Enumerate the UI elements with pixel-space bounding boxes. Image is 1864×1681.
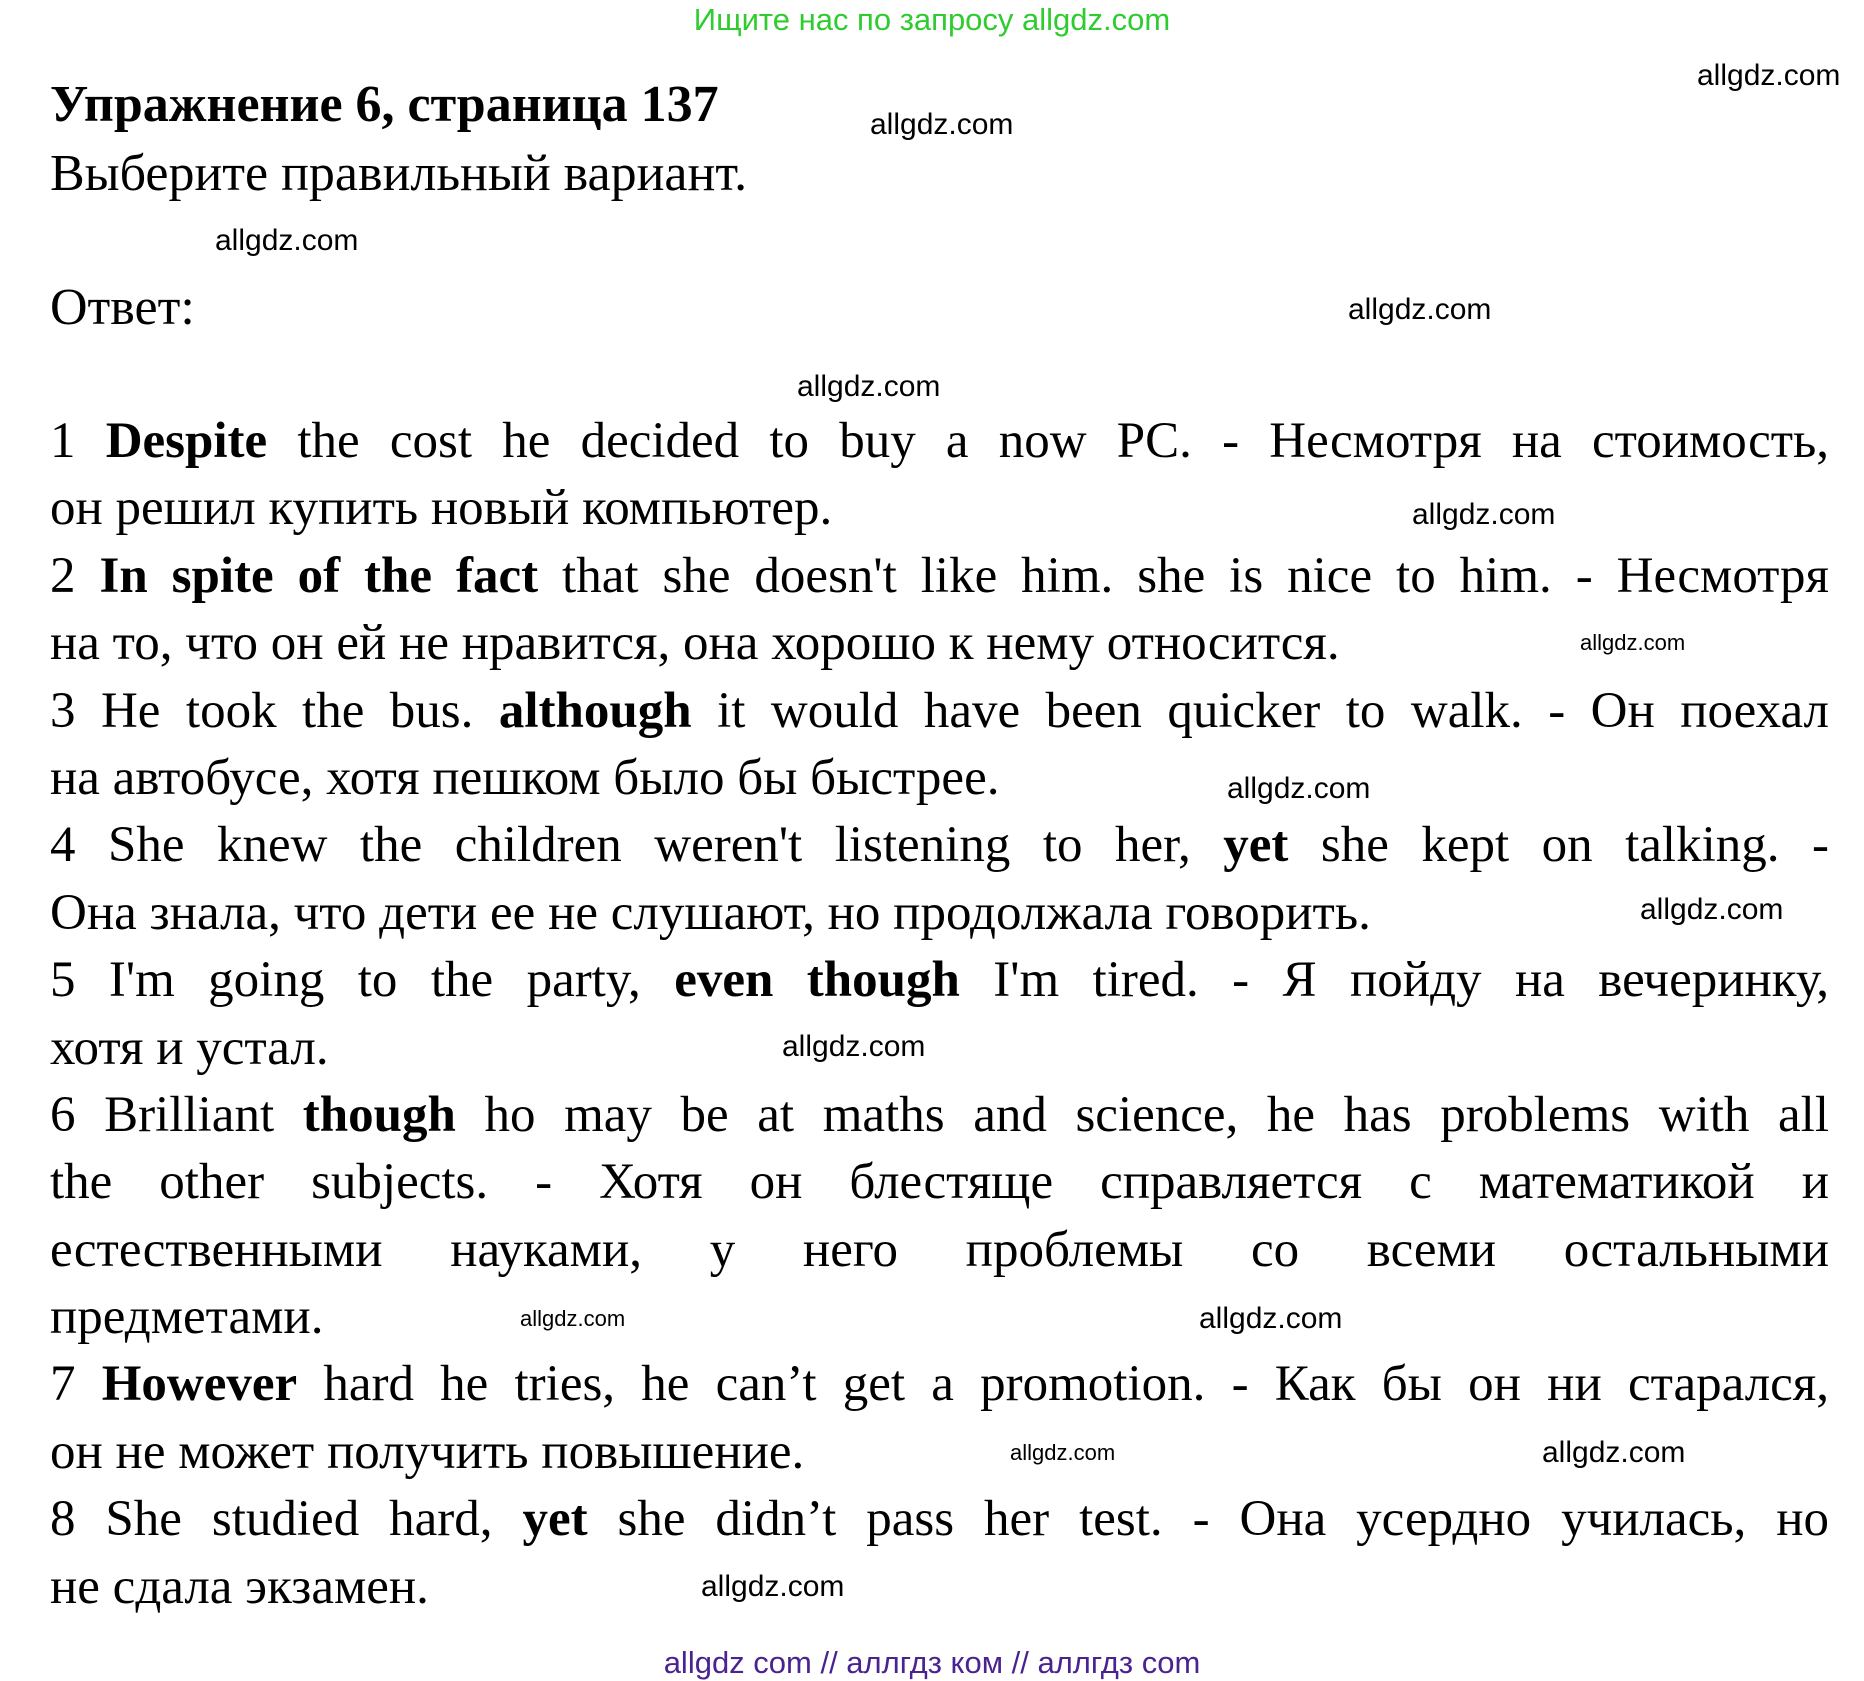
answer-text: she didn’t pass her test. - Она усердно училась, но: [587, 1491, 1829, 1548]
watermark: allgdz.com: [1580, 630, 1686, 655]
answer-text: он не может получить повышение.: [50, 1423, 805, 1480]
answer-text: он решил купить новый компьютер.: [50, 480, 833, 537]
answer-label: Ответ:: [50, 279, 195, 336]
answer-item: [50, 1486, 1829, 1621]
answer-text: the other subjects. - Хотя он блестяще справляется с математикой и: [50, 1154, 1829, 1211]
watermark: allgdz.com: [1697, 59, 1841, 92]
watermark: allgdz.com: [1199, 1302, 1343, 1335]
answer-text: Она знала, что дети ее не слушают, но продолжала говорить.: [50, 884, 1371, 941]
answer-text: 8 She studied hard,: [50, 1491, 523, 1548]
watermark: allgdz.com: [1412, 498, 1556, 531]
watermark: allgdz.com: [1542, 1436, 1686, 1469]
answer-text: не сдала экзамен.: [50, 1558, 429, 1615]
answer-keyword: Despite: [105, 413, 268, 469]
answer-text: предметами.: [50, 1289, 324, 1346]
answer-item: [50, 408, 1829, 543]
answer-text: she kept on talking. -: [1288, 817, 1829, 874]
answer-line: [50, 1486, 1829, 1553]
watermark: allgdz.com: [1227, 772, 1371, 805]
watermark: allgdz.com: [782, 1030, 926, 1063]
answer-item: [50, 1082, 1829, 1352]
watermark: allgdz.com: [1348, 293, 1492, 326]
watermark: allgdz.com: [701, 1570, 845, 1603]
answer-line: [50, 745, 1829, 812]
answer-line: [50, 947, 1829, 1014]
answer-line: [50, 1351, 1829, 1418]
watermark: allgdz.com: [1010, 1440, 1116, 1465]
answer-text: 6 Brilliant: [50, 1086, 303, 1143]
answer-keyword: In spite of the fact: [99, 547, 539, 604]
answer-line: [50, 1015, 1829, 1082]
task-instruction: Выберите правильный вариант.: [50, 145, 748, 202]
watermark: allgdz.com: [215, 224, 359, 257]
answer-text: ho may be at maths and science, he has problems with all: [455, 1086, 1829, 1143]
answer-line: [50, 1217, 1829, 1284]
answer-line: [50, 678, 1829, 745]
answer-item: [50, 543, 1829, 678]
answer-text: it would have been quicker to walk. - Он поехал: [691, 682, 1829, 739]
answer-line: [50, 1284, 1829, 1351]
footer-links: allgdz com // аллгдз ком // аллгдз com: [663, 1645, 1201, 1680]
answer-line: [50, 543, 1829, 610]
watermark: allgdz.com: [797, 370, 941, 403]
answer-keyword: However: [101, 1356, 298, 1413]
answer-text: hard he tries, he can’t get a promotion. - Как бы он ни старался,: [297, 1356, 1829, 1413]
answer-line: [50, 408, 1829, 475]
answer-item: [50, 812, 1829, 947]
answer-text: that she doesn't like him. she is nice to him. - Несмотря: [538, 547, 1830, 604]
answer-text: 2: [50, 547, 100, 604]
answer-line: [50, 475, 1829, 542]
answer-line: [50, 610, 1829, 677]
answer-text: I'm tired. - Я пойду на вечеринку,: [959, 952, 1830, 1009]
answer-line: [50, 1149, 1829, 1216]
watermark: allgdz.com: [870, 108, 1014, 141]
answer-item: [50, 678, 1829, 813]
answer-text: 4 She knew the children weren't listening to her,: [50, 817, 1224, 874]
answer-line: [50, 880, 1829, 947]
page-title: Упражнение 6, страница 137: [50, 76, 719, 133]
answer-keyword: even though: [674, 952, 960, 1009]
answer-keyword: though: [302, 1086, 456, 1143]
watermark: allgdz.com: [1640, 893, 1784, 926]
answer-item: [50, 947, 1829, 1082]
answer-text: на то, что он ей не нравится, она хорошо к нему относится.: [50, 615, 1340, 672]
answer-line: [50, 812, 1829, 879]
answer-line: [50, 1554, 1829, 1621]
answer-text: 1: [50, 413, 106, 469]
answer-text: the cost he decided to buy a now PC. - Несмотря на стоимость,: [267, 413, 1829, 469]
answer-line: [50, 1082, 1829, 1149]
answer-keyword: although: [498, 682, 692, 739]
answer-keyword: yet: [1223, 817, 1289, 874]
answer-text: естественными науками, у него проблемы со всеми остальными: [50, 1221, 1829, 1278]
watermark: allgdz.com: [520, 1306, 626, 1331]
answer-text: хотя и устал.: [50, 1019, 329, 1076]
answer-text: 3 He took the bus.: [50, 682, 499, 739]
answer-text: 5 I'm going to the party,: [50, 952, 675, 1009]
answer-text: 7: [50, 1356, 102, 1413]
answer-keyword: yet: [522, 1491, 588, 1548]
answer-text: на автобусе, хотя пешком было бы быстрее.: [50, 749, 1000, 806]
search-banner: Ищите нас по запросу allgdz.com: [693, 2, 1171, 37]
